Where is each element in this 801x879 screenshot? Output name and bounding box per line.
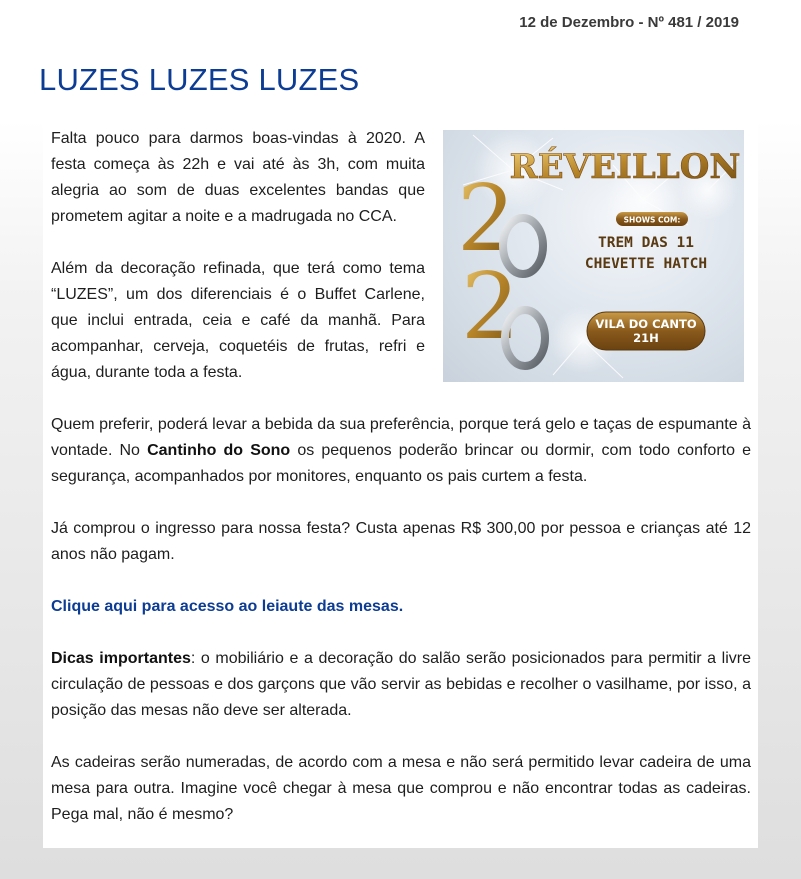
cantinho-do-sono-highlight: Cantinho do Sono	[147, 442, 291, 459]
paragraph-decoration: Além da decoração refinada, que terá como tema “LUZES”, um dos diferenciais é o Buffet Carlene, que inclui entrada, ceia e café da manhã. Para acompanhar, cerveja, coquetéis de frutas, refri e água, durante toda a festa.	[51, 260, 425, 381]
svg-text:2: 2	[457, 165, 516, 272]
table-layout-link[interactable]: Clique aqui para acesso ao leiaute das mesas.	[51, 598, 404, 615]
shows-label: SHOWS COM:	[623, 215, 681, 225]
tips-text: : o mobiliário e a decoração do salão serão posicionados para permitir a livre circulação de pessoas e dos garçons que vão servir as bebidas e recolher o vasilhame, por isso, a posição das mesas não deve ser alterada.	[51, 650, 751, 719]
paragraph-drinks-text-1: Quem preferir, poderá levar a bebida da sua preferência, porque terá gelo e taças de espumante à vontade. No	[51, 416, 751, 459]
venue-time: 21H	[633, 331, 659, 345]
page-title: LUZES LUZES LUZES	[39, 62, 360, 97]
reveillon-poster-image	[443, 130, 744, 382]
tips-label: Dicas importantes	[51, 650, 191, 667]
article-body	[43, 120, 758, 848]
venue-name: VILA DO CANTO	[595, 317, 697, 331]
paragraph-intro: Falta pouco para darmos boas-vindas à 2020. A festa começa às 22h e vai até às 3h, com muita alegria ao som de duas excelentes bandas que prometem agitar a noite e a madrugada no CCA.	[51, 130, 425, 225]
band-1-name: TREM DAS 11	[597, 235, 695, 251]
poster-headline: RÉVEILLON	[509, 147, 741, 187]
paragraph-tips	[51, 646, 751, 724]
poster-graphic	[443, 130, 744, 382]
issue-date-number: 12 de Dezembro - Nº 481 / 2019	[519, 14, 739, 31]
paragraph-chairs: As cadeiras serão numeradas, de acordo com a mesa e não será permitido levar cadeira de uma mesa para outra. Imagine você chegar à mesa que comprou e não encontrar todas as cadeiras. Pega mal, não é mesmo?	[51, 754, 751, 823]
band-2-name: CHEVETTE HATCH	[584, 256, 708, 272]
svg-text:2: 2	[461, 253, 520, 360]
paragraph-ticket-price: Já comprou o ingresso para nossa festa? Custa apenas R$ 300,00 por pessoa e crianças até 12 anos não pagam.	[51, 520, 751, 563]
paragraph-drinks-text-2: os pequenos poderão brincar ou dormir, com todo conforto e segurança, acompanhados por monitores, enquanto os pais curtem a festa.	[51, 442, 752, 485]
paragraph-drinks	[51, 412, 751, 490]
